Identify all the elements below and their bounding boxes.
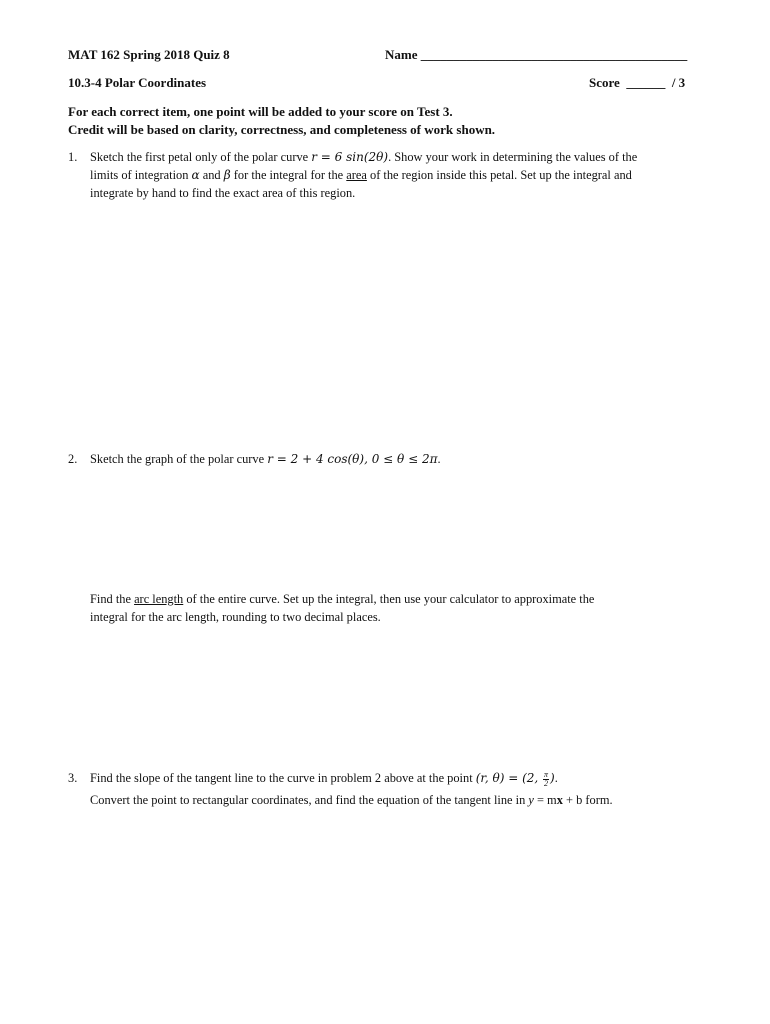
problem-3-text: .	[554, 771, 558, 785]
area-underlined: area	[346, 168, 367, 182]
pi-over-2-fraction	[543, 771, 549, 788]
instructions-line-1: For each correct item, one point will be added to your score on Test 3.	[68, 104, 453, 119]
name-label: Name	[385, 47, 418, 62]
fraction-denominator: 2	[544, 778, 549, 788]
name-blank: _________________________________________	[420, 47, 688, 62]
x-variable: x	[556, 793, 563, 807]
problem-3-text: + b form.	[562, 793, 613, 807]
course-title: MAT 162 Spring 2018 Quiz 8	[68, 47, 230, 62]
problem-3-line-2	[90, 791, 613, 809]
name-line	[385, 46, 687, 64]
problem-3-text: = m	[533, 793, 557, 807]
arc-length-underlined: arc length	[134, 592, 184, 606]
score-label: Score	[589, 75, 620, 90]
problem-2-text: Find the	[90, 592, 135, 606]
problem-1-number: 1.	[68, 150, 78, 164]
problem-2-line-1	[90, 450, 441, 468]
problem-2-text: of the entire curve. Set up the integral, then use your calculator to approximate the	[183, 592, 595, 606]
problem-1-text: of the region inside this petal. Set up the integral and	[366, 168, 632, 182]
section-title: 10.3-4 Polar Coordinates	[68, 75, 207, 90]
y-variable: y	[528, 793, 534, 807]
problem-1-line-3: integrate by hand to find the exact area of this region.	[90, 186, 356, 200]
problem-1-text: Sketch the first petal only of the polar curve	[90, 150, 312, 164]
score-blank: ______	[626, 75, 666, 90]
problem-3-point-close: )	[550, 771, 555, 785]
problem-1-line-2	[90, 166, 632, 184]
problem-3-line-1	[90, 769, 558, 788]
problem-2-number: 2.	[68, 452, 78, 466]
beta-symbol: β	[223, 168, 231, 182]
alpha-symbol: α	[191, 168, 200, 182]
problem-1-equation: r = 6 sin(2θ)	[311, 150, 389, 164]
problem-1-text: . Show your work in determining the values of the	[388, 150, 638, 164]
score-total: / 3	[671, 75, 686, 90]
instructions-line-2: Credit will be based on clarity, correctness, and completeness of work shown.	[68, 122, 496, 137]
problem-1-text: for the integral for the	[230, 168, 347, 182]
score-line	[589, 74, 685, 92]
problem-2-text: Sketch the graph of the polar curve	[90, 452, 268, 466]
problem-3-text: Find the slope of the tangent line to the curve in problem 2 above at the point	[90, 771, 476, 785]
fraction-numerator: π	[544, 769, 549, 779]
problem-3-number: 3.	[68, 771, 78, 785]
problem-2-equation: r = 2 + 4 cos(θ), 0 ≤ θ ≤ 2π	[267, 452, 438, 466]
problem-2-part-2-line-1	[90, 590, 594, 608]
problem-1-text: limits of integration	[90, 168, 192, 182]
problem-1-line-1	[90, 148, 637, 166]
problem-1-text: and	[199, 168, 224, 182]
problem-2-part-2-line-2: integral for the arc length, rounding to two decimal places.	[90, 610, 381, 624]
problem-3-point: (r, θ) = (2,	[475, 771, 543, 785]
problem-2-text: .	[437, 452, 441, 466]
problem-3-text: Convert the point to rectangular coordinates, and find the equation of the tangent line in	[90, 793, 529, 807]
